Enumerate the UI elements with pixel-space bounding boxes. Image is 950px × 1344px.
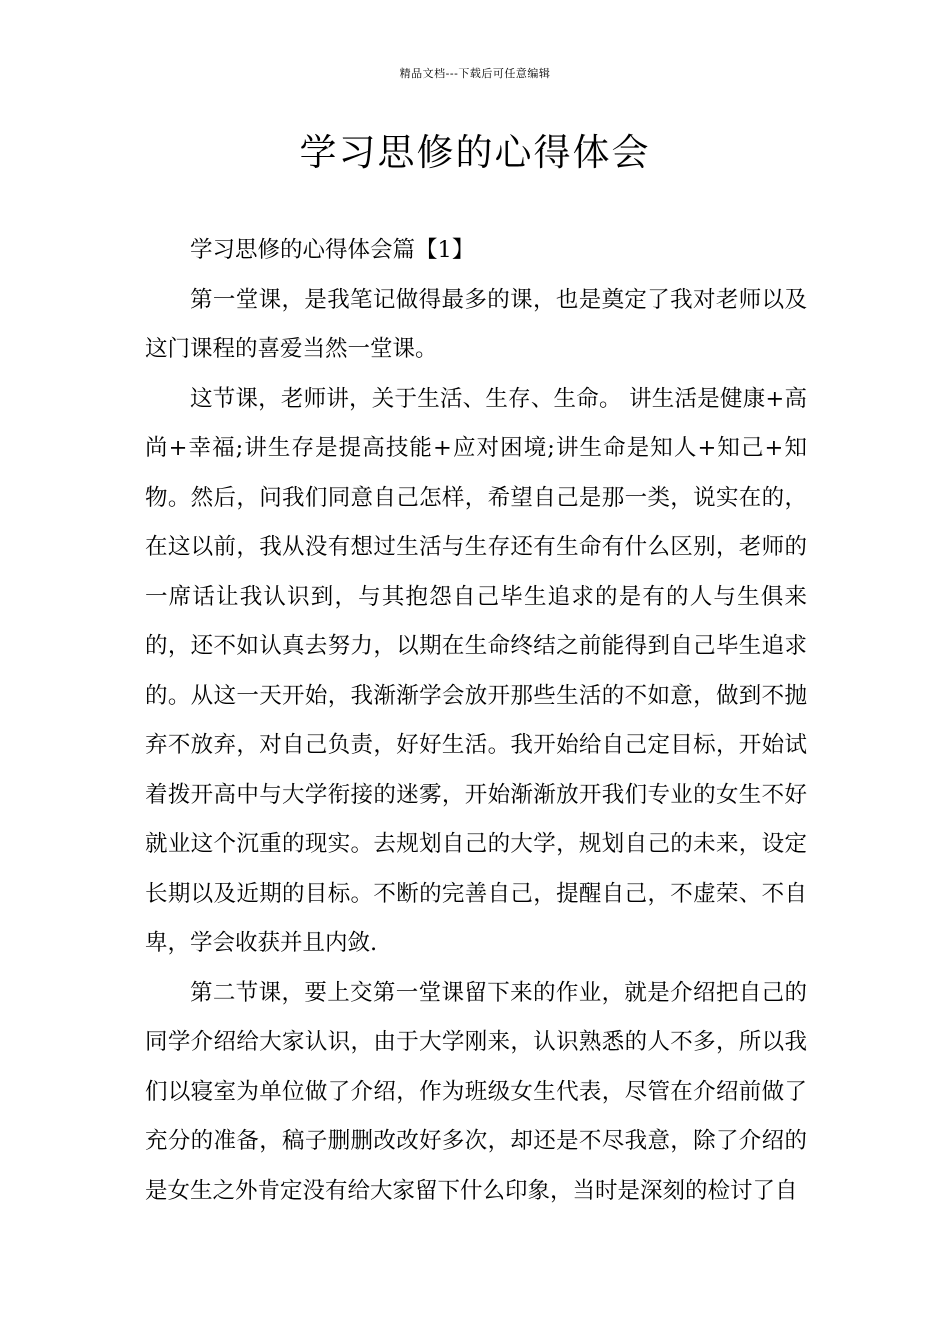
document-title: 学习思修的心得体会 bbox=[299, 131, 651, 174]
section-heading: 学习思修的心得体会篇【1】 bbox=[190, 237, 475, 263]
body-paragraph-2: 这节课，老师讲，关于生活、生存、生命。 讲生活是健康+高尚+幸福;讲生存是提高技能+应对困境;讲生命是知人+知己+知物。然后，问我们同意自己怎样，希望自己是那一类，说实在的，在这以前，我从没有想过生活与生存还有生命有什么区别，老师的一席话让我认识到，与其抱怨自己毕生追求的是有的人与生俱来的，还不如认真去努力，以期在生命终结之前能得到自己毕生追求的。从这一天开始，我渐渐学会放开那些生活的不如意，做到不抛弃不放弃，对自己负责，好好生活。我开始给自己定目标，开始试着拨开高中与大学衔接的迷雾，开始渐渐放开我们专业的女生不好就业这个沉重的现实。去规划自己的大学，规划自己的未来，设定长期以及近期的目标。不断的完善自己，提醒自己，不虚荣、不自卑，学会收获并且内敛. bbox=[145, 385, 807, 956]
body-paragraph-3: 第二节课，要上交第一堂课留下来的作业，就是介绍把自己的同学介绍给大家认识，由于大学刚来，认识熟悉的人不多，所以我们以寝室为单位做了介绍，作为班级女生代表，尽管在介绍前做了充分的准备，稿子删删改改好多次，却还是不尽我意，除了介绍的是女生之外肯定没有给大家留下什么印象，当时是深刻的检讨了自 bbox=[145, 979, 807, 1204]
document-body bbox=[145, 226, 807, 1216]
page-header-watermark: 精品文档---下载后可任意编辑 bbox=[399, 67, 551, 80]
body-paragraph-1: 第一堂课，是我笔记做得最多的课，也是奠定了我对老师以及这门课程的喜爱当然一堂课。 bbox=[145, 286, 807, 362]
